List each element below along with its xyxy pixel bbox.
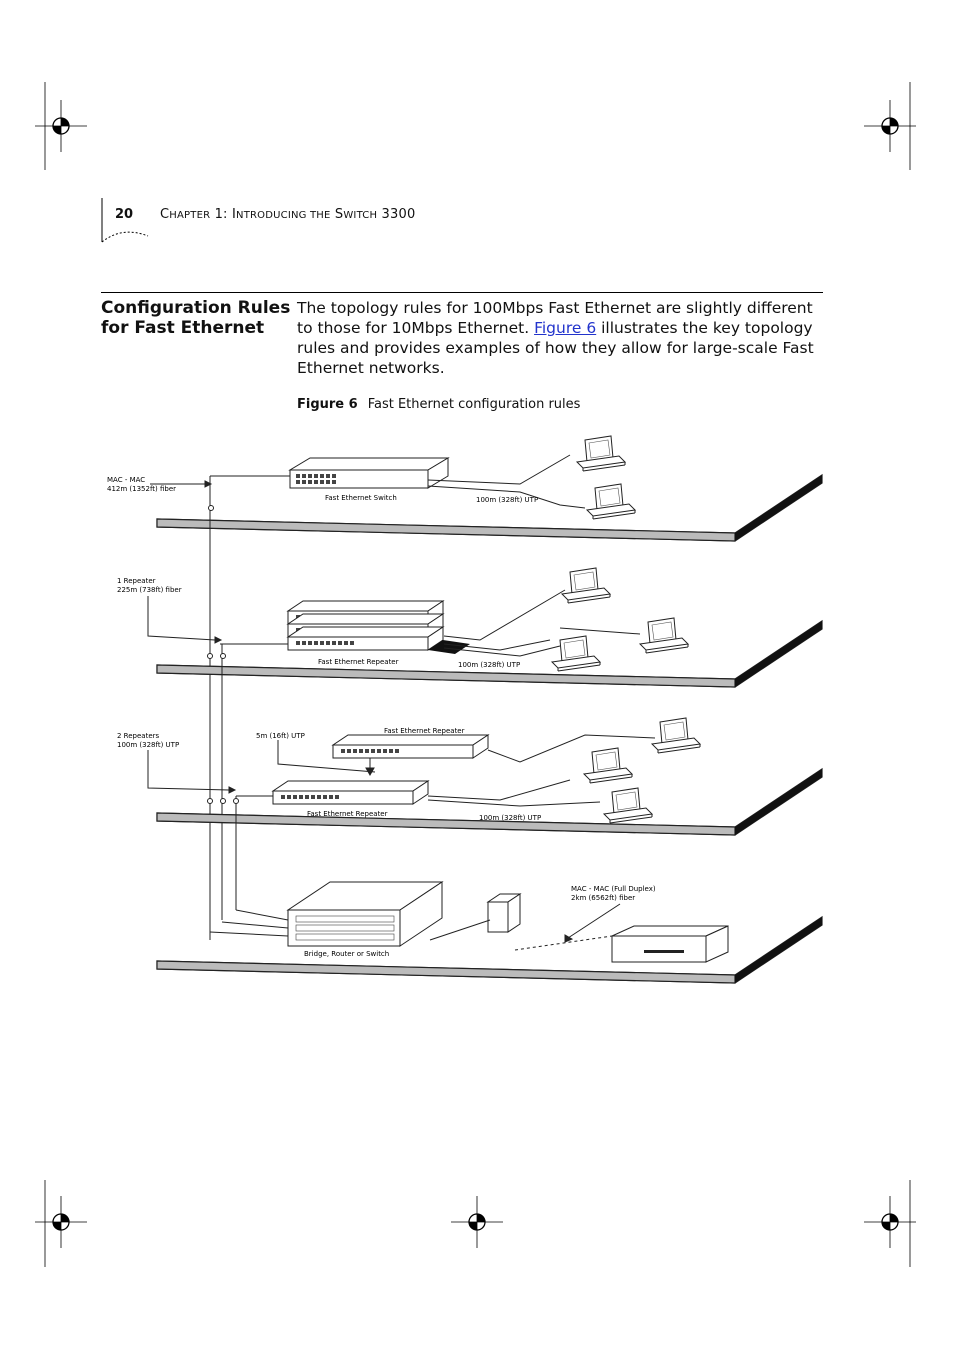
level-2-repeater-stack: [288, 601, 470, 654]
figure-label: Figure 6: [297, 397, 358, 412]
level-3-floor: [157, 769, 822, 835]
figure-link[interactable]: Figure 6: [534, 319, 597, 337]
level-4-right-label-1: MAC - MAC (Full Duplex): [571, 885, 656, 893]
level-3-left-label-2: 100m (328ft) UTP: [117, 741, 180, 749]
level-1-left-label-2: 412m (1352ft) fiber: [107, 485, 177, 493]
level-1-cable-label: 100m (328ft) UTP: [476, 496, 539, 504]
level-4-bridge-router-switch: [288, 882, 442, 946]
level-3-cable-label: 100m (328ft) UTP: [479, 814, 542, 822]
level-3-repeater-top: [333, 735, 488, 758]
section-body: The topology rules for 100Mbps Fast Ethernet are slightly different to those for 10Mbps Ethernet. Figure 6 illustrates the key topology rules and provides examples of how they allow for large-scale Fast Ethernet networks.: [297, 299, 814, 377]
level-3-pc-1: [652, 718, 700, 753]
level-1-floor: [157, 475, 822, 541]
level-4-device-label: Bridge, Router or Switch: [304, 950, 390, 958]
level-2-pc-2: [552, 636, 600, 671]
level-2-cable-label: 100m (328ft) UTP: [458, 661, 521, 669]
level-2-floor: [157, 621, 822, 687]
level-3-bottom-device-label: Fast Ethernet Repeater: [307, 810, 388, 818]
figure-caption-text: Fast Ethernet configuration rules: [367, 397, 581, 412]
level-2-pc-1: [562, 568, 610, 603]
level-1-device-label: Fast Ethernet Switch: [325, 494, 397, 502]
level-3-short-cable-label: 5m (16ft) UTP: [256, 732, 305, 740]
level-4-right-label-2: 2km (6562ft) fiber: [571, 894, 636, 902]
level-3-pc-2: [584, 748, 632, 783]
page-number: 20: [115, 207, 134, 222]
level-3-repeater-bottom: [273, 781, 428, 804]
level-1-left-label-1: MAC - MAC: [107, 476, 146, 484]
level-3-top-device-label: Fast Ethernet Repeater: [384, 727, 465, 735]
level-2-device-label: Fast Ethernet Repeater: [318, 658, 399, 666]
level-4-server: [488, 894, 520, 932]
chapter-header: CHAPTER 1: INTRODUCING THE SWITCH 3300: [160, 207, 416, 222]
section-title: Configuration Rules for Fast Ethernet: [101, 298, 291, 338]
level-3-pc-3: [604, 788, 652, 823]
level-1-pc-2: [587, 484, 635, 519]
level-3-left-label-1: 2 Repeaters: [117, 732, 160, 740]
level-1-pc-1: [577, 436, 625, 471]
level-2-left-label-1: 1 Repeater: [117, 577, 156, 585]
level-2-left-label-2: 225m (738ft) fiber: [117, 586, 182, 594]
level-1-switch: [290, 458, 448, 488]
level-4-remote-switch: [612, 926, 728, 962]
level-2-pc-3: [640, 618, 688, 653]
